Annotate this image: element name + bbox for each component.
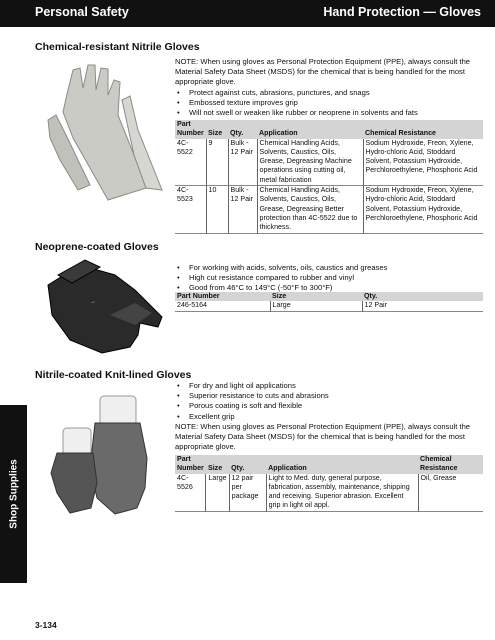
header-right-title: Hand Protection — Gloves bbox=[323, 5, 481, 19]
table-header-row bbox=[175, 292, 483, 301]
cell-part-number: 246-5164 bbox=[175, 301, 270, 311]
nitrile-section-title: Chemical-resistant Nitrile Gloves bbox=[35, 41, 200, 53]
neoprene-bullet: • For working with acids, solvents, oils, caustics and greases bbox=[175, 263, 480, 273]
col-header-qty: Qty. bbox=[231, 464, 245, 473]
cell-chemical-resistance: Sodium Hydroxide, Freon, Xylene, Hydro-chloric Acid, Stoddard Solvent, Potassium Hydroxide, Perchloroethylene, Phosphoric Acid bbox=[365, 186, 478, 222]
svg-text:~: ~ bbox=[90, 298, 97, 307]
nitrile-note: NOTE: When using gloves as Personal Protection Equipment (PPE), always consult the Material Safety Data Sheet (MSDS) for the chemical that is being handled for the most appropriate glove. bbox=[175, 57, 471, 87]
col-header-application: Application bbox=[268, 464, 307, 473]
knit-glove-image bbox=[45, 388, 170, 523]
page-number: 3-134 bbox=[35, 620, 57, 630]
col-header-chemical-resistance: Chemical Resistance bbox=[365, 129, 436, 138]
col-header-part-number: Part Number bbox=[177, 455, 204, 473]
col-header-size: Size bbox=[208, 129, 223, 138]
cell-chemical-resistance: Sodium Hydroxide, Freon, Xylene, Hydro-chloric Acid, Stoddard Solvent, Potassium Hydroxide, Perchloroethylene, Phosphoric Acid bbox=[365, 138, 478, 175]
col-header-qty: Qty. bbox=[230, 129, 244, 138]
cell-size: 10 bbox=[206, 186, 228, 233]
knit-bullet: • Excellent grip bbox=[175, 412, 480, 422]
col-header-part-number: Part Number bbox=[177, 120, 204, 138]
col-header-application: Application bbox=[259, 129, 298, 138]
cell-qty: 12 Pair bbox=[364, 301, 387, 310]
table-row bbox=[175, 139, 483, 186]
table-row bbox=[175, 186, 483, 233]
neoprene-description bbox=[175, 263, 480, 294]
cell-application: Chemical Handling Acids, Solvents, Caustics, Oils, Grease, Degreasing Better protection than 4C-5522 due to thickness. bbox=[257, 186, 363, 233]
neoprene-spec-table bbox=[175, 292, 483, 312]
table-row bbox=[175, 474, 483, 512]
col-header-qty: Qty. bbox=[364, 292, 378, 300]
cell-part-number: 4C-5523 bbox=[175, 186, 206, 233]
nitrile-glove-image bbox=[38, 60, 173, 205]
section-side-tab bbox=[0, 405, 27, 583]
neoprene-bullet: • High cut resistance compared to rubber and vinyl bbox=[175, 273, 480, 283]
cell-part-number: 4C-5522 bbox=[175, 139, 206, 186]
knit-description bbox=[175, 381, 480, 452]
col-header-size: Size bbox=[207, 464, 223, 473]
knit-bullet: • Porous coating is soft and flexible bbox=[175, 401, 480, 411]
table-header-row bbox=[175, 455, 483, 474]
cell-application: Light to Med. duty, general purpose, fabrication, assembly, maintenance, shipping and receiving. Superior abrasion. Excellent grip in light oil appl. bbox=[266, 474, 418, 512]
knit-bullet: • Superior resistance to cuts and abrasions bbox=[175, 391, 480, 401]
cell-part-number: 4C-5526 bbox=[175, 474, 206, 512]
neoprene-glove-image bbox=[40, 255, 170, 360]
cell-application: Chemical Handling Acids, Solvents, Caustics, Oils, Grease, Degreasing Machine operations using cutting oil, metal fabrication bbox=[257, 139, 363, 186]
neoprene-section-title: Neoprene-coated Gloves bbox=[35, 241, 159, 253]
header-left-title: Personal Safety bbox=[35, 5, 129, 19]
nitrile-bullet: • Embossed texture improves grip bbox=[175, 98, 480, 108]
nitrile-spec-table bbox=[175, 120, 483, 234]
knit-spec-table bbox=[175, 455, 483, 512]
cell-size: Large bbox=[270, 301, 362, 311]
knit-section-title: Nitrile-coated Knit-lined Gloves bbox=[35, 369, 192, 381]
neoprene-bullet: • Good from 46°C to 149°C (-50°F to 300°F) bbox=[175, 283, 480, 293]
cell-qty: Bulk - 12 Pair bbox=[228, 139, 257, 186]
knit-note: NOTE: When using gloves as Personal Protection Equipment (PPE), always consult the Material Safety Data Sheet (MSDS) for the chemical that is being handled for the most appropriate glove. bbox=[175, 421, 471, 452]
col-header-part-number: Part Number bbox=[177, 292, 220, 300]
nitrile-bullet: • Will not swell or weaken like rubber or neoprene in solvents and fats bbox=[175, 108, 480, 118]
knit-bullet: • For dry and light oil applications bbox=[175, 381, 480, 391]
nitrile-description bbox=[175, 57, 480, 118]
table-header-row bbox=[175, 120, 483, 139]
cell-chemical-resistance: Oil, Grease bbox=[420, 473, 457, 482]
nitrile-bullet: • Protect against cuts, abrasions, punctures, and snags bbox=[175, 88, 480, 98]
cell-size: 9 bbox=[206, 139, 228, 186]
col-header-chemical-resistance: Chemical Resistance bbox=[420, 455, 458, 473]
table-row bbox=[175, 301, 483, 311]
cell-size: Large bbox=[206, 474, 229, 512]
col-header-size: Size bbox=[272, 292, 287, 300]
page-header bbox=[0, 0, 495, 27]
side-tab-label: Shop Supplies bbox=[8, 459, 19, 529]
cell-qty: Bulk - 12 Pair bbox=[228, 186, 257, 233]
cell-qty: 12 pair per package bbox=[229, 474, 266, 512]
